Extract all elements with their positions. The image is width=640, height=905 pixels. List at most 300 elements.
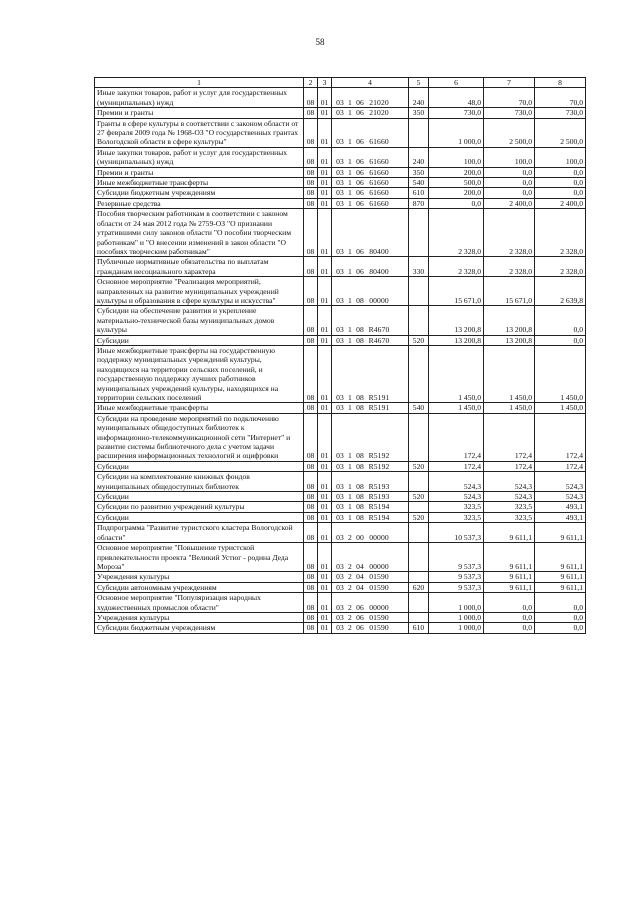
row-subsection: 01 <box>318 188 332 198</box>
table-row <box>95 523 586 543</box>
row-amount-3: 524,3 <box>535 492 586 502</box>
row-amount-1: 15 671,0 <box>429 277 484 306</box>
code-part: 1 <box>348 512 352 522</box>
code-part: 06 <box>356 157 364 167</box>
table-row <box>95 335 586 345</box>
row-amount-2: 730,0 <box>484 108 535 118</box>
table-row <box>95 612 586 622</box>
row-amount-2: 2 328,0 <box>484 209 535 257</box>
row-amount-3: 100,0 <box>535 147 586 167</box>
row-amount-2: 15 671,0 <box>484 277 535 306</box>
table-row <box>95 178 586 188</box>
row-section: 08 <box>304 543 318 572</box>
row-name: Иные межбюджетные трансферты <box>95 403 304 413</box>
row-expense-type: 240 <box>409 88 429 108</box>
code-part: 03 <box>336 502 344 512</box>
row-amount-2: 9 611,1 <box>484 582 535 592</box>
row-section: 08 <box>304 335 318 345</box>
row-amount-1: 524,3 <box>429 492 484 502</box>
code-part: 03 <box>336 623 344 633</box>
row-expense-type <box>409 345 429 402</box>
row-amount-1: 1 450,0 <box>429 403 484 413</box>
row-amount-3: 9 611,1 <box>535 582 586 592</box>
code-part: 03 <box>336 451 344 461</box>
row-expense-type <box>409 277 429 306</box>
row-name: Субсидии <box>95 461 304 471</box>
row-amount-1: 323,5 <box>429 512 484 522</box>
code-part: 03 <box>336 561 344 571</box>
row-section: 08 <box>304 492 318 502</box>
table-row <box>95 502 586 512</box>
row-amount-3: 493,1 <box>535 502 586 512</box>
table-header-row <box>95 78 586 88</box>
row-subsection: 01 <box>318 612 332 622</box>
row-amount-1: 1 000,0 <box>429 118 484 147</box>
row-subsection: 01 <box>318 88 332 108</box>
row-name: Субсидии на обеспечение развития и укрепление материально-технической базы муниципальных домов культуры <box>95 306 304 335</box>
row-subsection: 01 <box>318 277 332 306</box>
row-amount-3: 2 639,8 <box>535 277 586 306</box>
header-col-4: 4 <box>332 78 409 88</box>
code-part: 1 <box>348 295 352 305</box>
row-target-code <box>332 198 409 208</box>
row-target-code <box>332 623 409 633</box>
row-amount-3: 0,0 <box>535 178 586 188</box>
row-amount-3: 0,0 <box>535 306 586 335</box>
code-part: 1 <box>348 246 352 256</box>
code-part: 03 <box>336 582 344 592</box>
row-subsection: 01 <box>318 502 332 512</box>
code-part: 1 <box>348 451 352 461</box>
code-part: R5192 <box>368 451 390 461</box>
row-amount-1: 200,0 <box>429 167 484 177</box>
row-name: Гранты в сфере культуры в соответствии с законом области от 27 февраля 2009 года № 1968-ОЗ "О государственных грантах Вологодской области в сфере культуры" <box>95 118 304 147</box>
row-expense-type: 520 <box>409 512 429 522</box>
row-expense-type <box>409 209 429 257</box>
row-name: Премии и гранты <box>95 167 304 177</box>
row-expense-type <box>409 472 429 492</box>
table-row <box>95 512 586 522</box>
row-name: Премии и гранты <box>95 108 304 118</box>
row-amount-2: 9 611,1 <box>484 543 535 572</box>
row-amount-2: 2 500,0 <box>484 118 535 147</box>
code-part: 08 <box>356 461 364 471</box>
row-target-code <box>332 593 409 613</box>
row-section: 08 <box>304 512 318 522</box>
row-expense-type <box>409 306 429 335</box>
row-subsection: 01 <box>318 413 332 461</box>
row-name: Субсидии <box>95 512 304 522</box>
row-name: Субсидии бюджетным учреждениям <box>95 188 304 198</box>
row-amount-2: 0,0 <box>484 188 535 198</box>
row-target-code <box>332 118 409 147</box>
code-part: 06 <box>356 108 364 118</box>
table-row <box>95 277 586 306</box>
row-amount-1: 524,3 <box>429 472 484 492</box>
table-row <box>95 88 586 108</box>
code-part: 03 <box>336 602 344 612</box>
code-part: 03 <box>336 532 344 542</box>
table-row <box>95 188 586 198</box>
row-section: 08 <box>304 623 318 633</box>
row-target-code <box>332 413 409 461</box>
row-amount-3: 1 450,0 <box>535 345 586 402</box>
row-amount-1: 172,4 <box>429 461 484 471</box>
code-part: R4670 <box>368 325 390 335</box>
code-part: 1 <box>348 325 352 335</box>
row-name: Иные закупки товаров, работ и услуг для государственных (муниципальных) нужд <box>95 147 304 167</box>
row-subsection: 01 <box>318 523 332 543</box>
row-amount-1: 9 537,3 <box>429 582 484 592</box>
code-part: 06 <box>356 198 364 208</box>
row-expense-type: 610 <box>409 623 429 633</box>
code-part: 03 <box>336 461 344 471</box>
code-part: 08 <box>356 295 364 305</box>
code-part: 80400 <box>369 246 389 256</box>
code-part: 03 <box>336 572 344 582</box>
row-section: 08 <box>304 108 318 118</box>
row-name: Субсидии автономным учреждениям <box>95 582 304 592</box>
row-section: 08 <box>304 209 318 257</box>
code-part: 08 <box>356 481 364 491</box>
row-name: Основное мероприятие "Повышение туристской привлекательности проекта "Великий Устюг - родина Деда Мороза" <box>95 543 304 572</box>
code-part: 61660 <box>369 157 389 167</box>
code-part: 06 <box>356 602 364 612</box>
code-part: 03 <box>336 325 344 335</box>
row-amount-1: 9 537,3 <box>429 572 484 582</box>
row-section: 08 <box>304 572 318 582</box>
row-target-code <box>332 502 409 512</box>
code-part: 08 <box>356 512 364 522</box>
row-amount-1: 13 200,8 <box>429 306 484 335</box>
code-part: 03 <box>336 178 344 188</box>
code-part: 00000 <box>369 602 389 612</box>
row-expense-type: 350 <box>409 167 429 177</box>
code-part: 2 <box>348 532 352 542</box>
row-amount-3: 0,0 <box>535 593 586 613</box>
row-amount-2: 70,0 <box>484 88 535 108</box>
row-target-code <box>332 335 409 345</box>
row-amount-1: 1 000,0 <box>429 612 484 622</box>
row-subsection: 01 <box>318 572 332 582</box>
row-amount-2: 323,5 <box>484 512 535 522</box>
table-row <box>95 472 586 492</box>
row-amount-1: 0,0 <box>429 198 484 208</box>
row-expense-type: 620 <box>409 582 429 592</box>
row-amount-3: 2 328,0 <box>535 257 586 277</box>
row-name: Основное мероприятие "Реализация мероприятий, направленных на развитие муниципальных учреждений культуры и образования в сфере культуры и искусства" <box>95 277 304 306</box>
row-name: Пособия творческим работникам в соответствии с законом области от 24 мая 2012 года № 2759-ОЗ "О признании утратившими силу законов области "О пособии творческим работникам" и "О внесении изменений в закон области "О пособиях творческим работникам" <box>95 209 304 257</box>
row-amount-3: 524,3 <box>535 472 586 492</box>
table-row <box>95 345 586 402</box>
row-section: 08 <box>304 502 318 512</box>
row-target-code <box>332 257 409 277</box>
row-target-code <box>332 492 409 502</box>
row-name: Подпрограмма "Развитие туристского кластера Вологодской области" <box>95 523 304 543</box>
header-col-1: 1 <box>95 78 304 88</box>
row-amount-3: 493,1 <box>535 512 586 522</box>
row-name: Субсидии на проведение мероприятий по подключению муниципальных общедоступных библиотек к информационно-телекоммуникационной сети "Интернет" и развитие системы библиотечного дела с учетом задачи расширения информационных технологий и оцифровки <box>95 413 304 461</box>
code-part: 03 <box>336 167 344 177</box>
row-name: Субсидии бюджетным учреждениям <box>95 623 304 633</box>
row-subsection: 01 <box>318 492 332 502</box>
code-part: 08 <box>356 451 364 461</box>
row-subsection: 01 <box>318 198 332 208</box>
row-name: Субсидии <box>95 335 304 345</box>
code-part: 06 <box>356 612 364 622</box>
header-col-2: 2 <box>304 78 318 88</box>
row-amount-2: 9 611,1 <box>484 523 535 543</box>
row-target-code <box>332 472 409 492</box>
row-name: Иные межбюджетные трансферты <box>95 178 304 188</box>
row-target-code <box>332 403 409 413</box>
row-target-code <box>332 188 409 198</box>
row-subsection: 01 <box>318 623 332 633</box>
row-name: Иные закупки товаров, работ и услуг для государственных (муниципальных) нужд <box>95 88 304 108</box>
row-target-code <box>332 345 409 402</box>
table-row <box>95 492 586 502</box>
row-target-code <box>332 512 409 522</box>
table-row <box>95 167 586 177</box>
code-part: 1 <box>348 481 352 491</box>
row-section: 08 <box>304 198 318 208</box>
row-target-code <box>332 461 409 471</box>
row-amount-2: 0,0 <box>484 178 535 188</box>
code-part: 1 <box>348 335 352 345</box>
code-part: R5191 <box>368 403 390 413</box>
table-row <box>95 118 586 147</box>
code-part: 03 <box>336 492 344 502</box>
row-amount-1: 2 328,0 <box>429 257 484 277</box>
row-amount-3: 9 611,1 <box>535 543 586 572</box>
row-target-code <box>332 178 409 188</box>
row-section: 08 <box>304 88 318 108</box>
code-part: 61660 <box>369 137 389 147</box>
row-subsection: 01 <box>318 147 332 167</box>
code-part: 03 <box>336 97 344 107</box>
code-part: 06 <box>356 167 364 177</box>
code-part: 08 <box>356 393 364 402</box>
code-part: 1 <box>348 393 352 402</box>
code-part: R5194 <box>368 512 390 522</box>
code-part: 08 <box>356 403 364 413</box>
row-section: 08 <box>304 461 318 471</box>
code-part: R5194 <box>368 502 390 512</box>
row-target-code <box>332 543 409 572</box>
code-part: 2 <box>348 612 352 622</box>
row-amount-1: 9 537,3 <box>429 543 484 572</box>
table-row <box>95 593 586 613</box>
row-amount-2: 0,0 <box>484 612 535 622</box>
code-part: 61660 <box>369 188 389 198</box>
row-expense-type <box>409 543 429 572</box>
code-part: 03 <box>336 335 344 345</box>
code-part: 1 <box>348 492 352 502</box>
code-part: 03 <box>336 246 344 256</box>
code-part: 04 <box>356 561 364 571</box>
row-target-code <box>332 306 409 335</box>
code-part: 01590 <box>369 612 389 622</box>
row-expense-type: 520 <box>409 492 429 502</box>
code-part: 1 <box>348 178 352 188</box>
code-part: 03 <box>336 481 344 491</box>
row-amount-3: 0,0 <box>535 188 586 198</box>
row-expense-type <box>409 502 429 512</box>
row-name: Резервные средства <box>95 198 304 208</box>
row-expense-type: 520 <box>409 461 429 471</box>
row-expense-type: 540 <box>409 178 429 188</box>
row-amount-2: 2 328,0 <box>484 257 535 277</box>
code-part: 61660 <box>369 167 389 177</box>
code-part: R5193 <box>368 481 390 491</box>
code-part: 06 <box>356 266 364 276</box>
row-amount-2: 0,0 <box>484 167 535 177</box>
row-target-code <box>332 88 409 108</box>
row-expense-type <box>409 593 429 613</box>
row-amount-2: 323,5 <box>484 502 535 512</box>
table-row <box>95 543 586 572</box>
code-part: 21020 <box>369 108 389 118</box>
row-expense-type <box>409 572 429 582</box>
code-part: 1 <box>348 502 352 512</box>
row-section: 08 <box>304 167 318 177</box>
code-part: 61660 <box>369 178 389 188</box>
table-row <box>95 582 586 592</box>
header-col-8: 8 <box>535 78 586 88</box>
code-part: 00000 <box>369 561 389 571</box>
row-subsection: 01 <box>318 306 332 335</box>
row-name: Учреждения культуры <box>95 572 304 582</box>
code-part: 03 <box>336 188 344 198</box>
code-part: 1 <box>348 167 352 177</box>
row-amount-1: 100,0 <box>429 147 484 167</box>
row-amount-2: 0,0 <box>484 623 535 633</box>
table-row <box>95 209 586 257</box>
table-row <box>95 572 586 582</box>
row-subsection: 01 <box>318 403 332 413</box>
code-part: 21020 <box>369 97 389 107</box>
row-subsection: 01 <box>318 167 332 177</box>
row-name: Учреждения культуры <box>95 612 304 622</box>
row-expense-type <box>409 612 429 622</box>
table-row <box>95 403 586 413</box>
row-amount-2: 13 200,8 <box>484 335 535 345</box>
row-amount-3: 730,0 <box>535 108 586 118</box>
row-amount-1: 48,0 <box>429 88 484 108</box>
row-name: Субсидии на комплектование книжных фондов муниципальных общедоступных библиотек <box>95 472 304 492</box>
row-amount-3: 0,0 <box>535 612 586 622</box>
table-row <box>95 198 586 208</box>
code-part: 2 <box>348 602 352 612</box>
code-part: 06 <box>356 623 364 633</box>
row-expense-type: 330 <box>409 257 429 277</box>
code-part: 1 <box>348 188 352 198</box>
header-col-7: 7 <box>484 78 535 88</box>
code-part: 06 <box>356 246 364 256</box>
code-part: 03 <box>336 512 344 522</box>
code-part: 04 <box>356 572 364 582</box>
code-part: 00000 <box>369 295 389 305</box>
table-row <box>95 108 586 118</box>
row-amount-1: 2 328,0 <box>429 209 484 257</box>
row-target-code <box>332 209 409 257</box>
code-part: 2 <box>348 561 352 571</box>
code-part: 1 <box>348 108 352 118</box>
code-part: 01590 <box>369 623 389 633</box>
row-amount-2: 172,4 <box>484 461 535 471</box>
code-part: R5192 <box>368 461 390 471</box>
row-amount-3: 0,0 <box>535 167 586 177</box>
code-part: 08 <box>356 502 364 512</box>
row-subsection: 01 <box>318 512 332 522</box>
row-amount-2: 524,3 <box>484 472 535 492</box>
row-amount-3: 172,4 <box>535 413 586 461</box>
code-part: 1 <box>348 461 352 471</box>
row-amount-1: 172,4 <box>429 413 484 461</box>
header-col-3: 3 <box>318 78 332 88</box>
row-subsection: 01 <box>318 593 332 613</box>
row-section: 08 <box>304 306 318 335</box>
code-part: 03 <box>336 393 344 402</box>
row-expense-type: 610 <box>409 188 429 198</box>
row-expense-type: 540 <box>409 403 429 413</box>
row-target-code <box>332 167 409 177</box>
code-part: 03 <box>336 108 344 118</box>
code-part: 01590 <box>369 572 389 582</box>
row-amount-1: 13 200,8 <box>429 335 484 345</box>
code-part: R5191 <box>368 393 390 402</box>
row-section: 08 <box>304 582 318 592</box>
row-subsection: 01 <box>318 335 332 345</box>
row-expense-type <box>409 413 429 461</box>
row-amount-1: 200,0 <box>429 188 484 198</box>
row-name: Основное мероприятие "Популяризация народных художественных промыслов области" <box>95 593 304 613</box>
row-subsection: 01 <box>318 257 332 277</box>
table-row <box>95 623 586 633</box>
code-part: 03 <box>336 137 344 147</box>
table-row <box>95 147 586 167</box>
row-amount-2: 1 450,0 <box>484 345 535 402</box>
table-row <box>95 413 586 461</box>
row-subsection: 01 <box>318 118 332 147</box>
code-part: 2 <box>348 623 352 633</box>
row-expense-type: 350 <box>409 108 429 118</box>
code-part: 1 <box>348 198 352 208</box>
code-part: 61660 <box>369 198 389 208</box>
code-part: 80400 <box>369 266 389 276</box>
row-amount-2: 1 450,0 <box>484 403 535 413</box>
code-part: 03 <box>336 295 344 305</box>
row-section: 08 <box>304 593 318 613</box>
row-amount-2: 13 200,8 <box>484 306 535 335</box>
row-subsection: 01 <box>318 461 332 471</box>
code-part: 00 <box>356 532 364 542</box>
row-subsection: 01 <box>318 209 332 257</box>
row-amount-3: 0,0 <box>535 623 586 633</box>
header-col-5: 5 <box>409 78 429 88</box>
code-part: 01590 <box>369 582 389 592</box>
row-target-code <box>332 277 409 306</box>
row-name: Иные межбюджетные трансферты на государственную поддержку муниципальных учреждений культуры, находящихся на территории сельских поселений, и государственную поддержку лучших работников муниципальных учреждений культуры, находящихся на территории сельских поселений <box>95 345 304 402</box>
row-subsection: 01 <box>318 108 332 118</box>
row-amount-3: 172,4 <box>535 461 586 471</box>
row-name: Публичные нормативные обязательства по выплатам гражданам несоциального характера <box>95 257 304 277</box>
code-part: 06 <box>356 178 364 188</box>
row-amount-3: 2 328,0 <box>535 209 586 257</box>
row-section: 08 <box>304 612 318 622</box>
row-expense-type: 870 <box>409 198 429 208</box>
row-amount-3: 2 400,0 <box>535 198 586 208</box>
